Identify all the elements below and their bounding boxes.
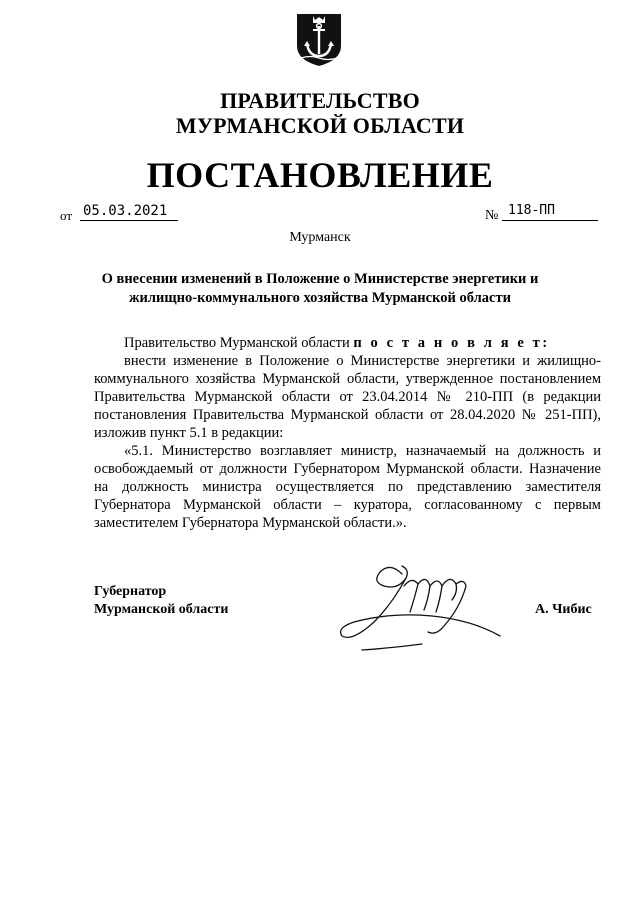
document-type-title: ПОСТАНОВЛЕНИЕ	[146, 155, 494, 195]
decree-word: п о с т а н о в л я е т:	[353, 335, 550, 351]
intro-paragraph	[94, 334, 601, 352]
organization-name-line2: МУРМАНСКОЙ ОБЛАСТИ	[175, 113, 465, 138]
date-prefix: от	[60, 208, 73, 223]
number-prefix: №	[485, 208, 499, 223]
signatory-title-line2: Мурманской области	[94, 602, 229, 617]
body-paragraph-1: внести изменение в Положение о Министерстве энергетики и жилищно-коммунального хозяйства Мурманской области, утвержденное постановлением Правительства Мурманской области от 23.04.2014 № 210-ПП (в редакции постановления Правительства Мурманской области от 28.04.2020 № 251-ПП), изложив пункт 5.1 в редакции:	[94, 353, 601, 441]
document-body	[94, 334, 601, 532]
intro-text: Правительство Мурманской области	[124, 335, 354, 351]
coat-of-arms-icon	[293, 10, 345, 68]
document-subject: О внесении изменений в Положение о Министерстве энергетики и жилищно-коммунального хозяйства Мурманской области	[101, 271, 539, 306]
signatory-name: А. Чибис	[535, 602, 592, 617]
city-name: Мурманск	[289, 230, 351, 245]
body-paragraph-2: «5.1. Министерство возглавляет министр, назначаемый на должность и освобождаемый от должности Губернатором Мурманской области. Назначение на должность министра осуществляется по представлению заместителя Губернатора Мурманской области – куратора, согласованному с первым заместителем Губернатора Мурманской области.».	[94, 443, 601, 531]
signatory-title-line1: Губернатор	[94, 584, 167, 599]
signatory-title	[94, 583, 228, 619]
document-date: 05.03.2021	[80, 202, 178, 221]
organization-name-line1: ПРАВИТЕЛЬСТВО	[220, 88, 420, 113]
handwritten-signature	[332, 556, 507, 661]
document-number: 118-ПП	[502, 202, 598, 221]
